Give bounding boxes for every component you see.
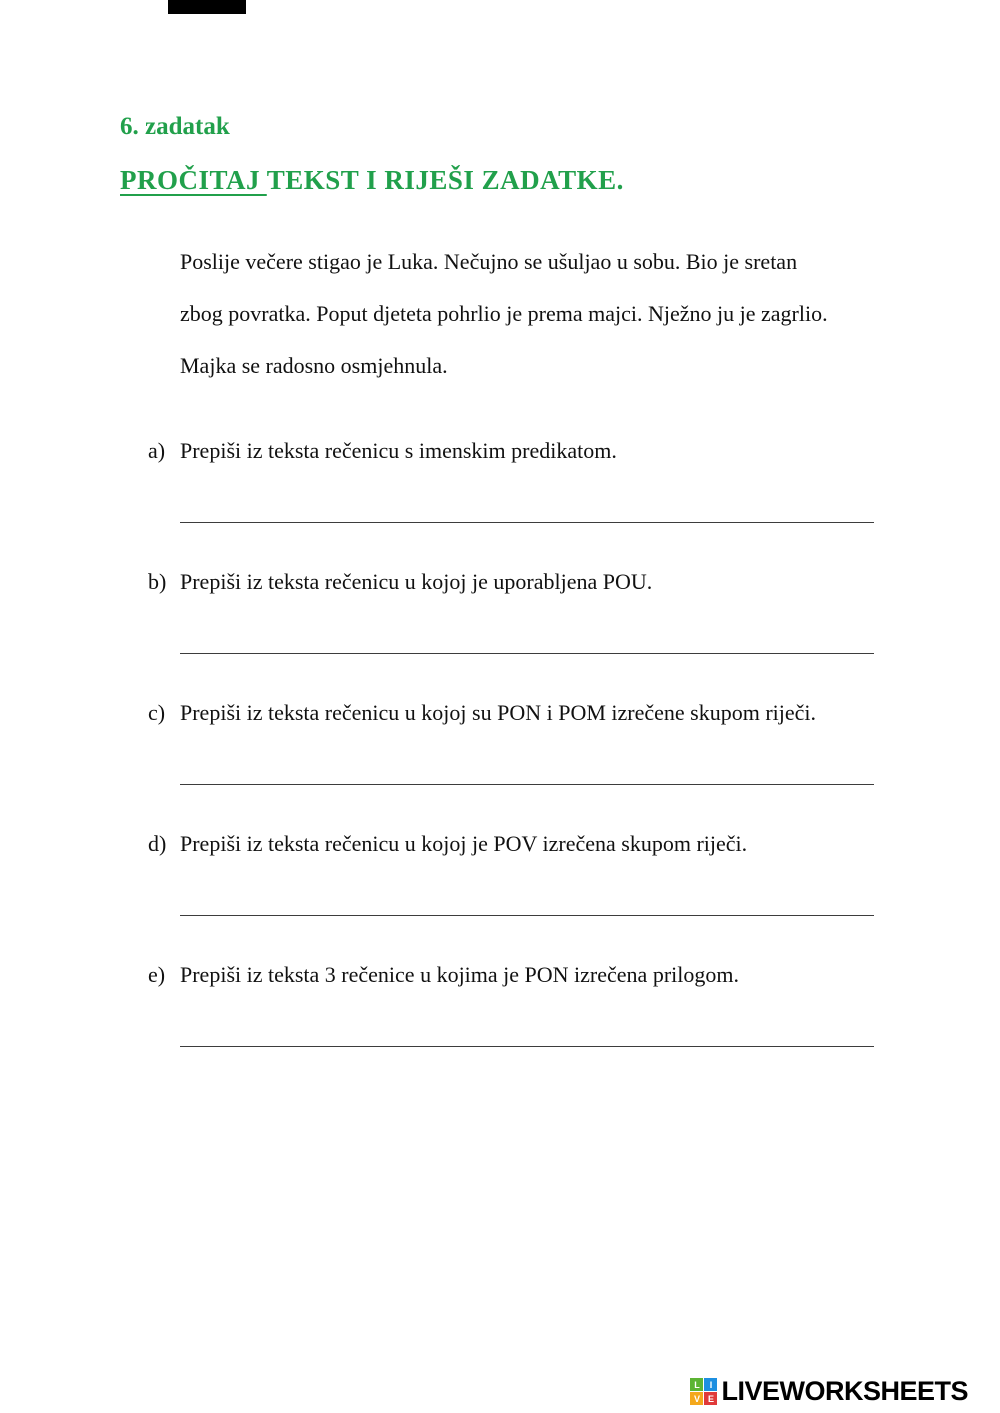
- logo-letter-i: I: [704, 1378, 717, 1391]
- passage-line: zbog povratka. Poput djeteta pohrlio je prema majci. Nježno ju je zagrlio.: [180, 301, 828, 327]
- question-label: b): [148, 569, 167, 595]
- scan-artifact-bar: [168, 0, 246, 14]
- answer-line-e[interactable]: [180, 1046, 874, 1047]
- question-e: [148, 962, 880, 988]
- question-label: a): [148, 438, 166, 464]
- question-text: Prepiši iz teksta 3 rečenice u kojima je PON izrečena prilogom.: [180, 962, 739, 988]
- passage-line: Poslije večere stigao je Luka. Nečujno se ušuljao u sobu. Bio je sretan: [180, 249, 798, 275]
- question-text: Prepiši iz teksta rečenicu u kojoj je uporabljena POU.: [180, 569, 653, 595]
- answer-line-c[interactable]: [180, 784, 874, 785]
- logo-letter-l: L: [690, 1378, 703, 1391]
- page-title: [120, 164, 880, 196]
- question-label: e): [148, 962, 166, 988]
- page-title-underlined-part: PROČITAJ: [120, 165, 267, 195]
- question-a: [148, 438, 880, 464]
- question-label: d): [148, 831, 167, 857]
- task-number-heading: 6. zadatak: [120, 113, 230, 140]
- reading-passage: [180, 236, 880, 392]
- answer-line-b[interactable]: [180, 653, 874, 654]
- question-b: [148, 569, 880, 595]
- question-text: Prepiši iz teksta rečenicu u kojoj su PON i POM izrečene skupom riječi.: [180, 700, 817, 726]
- question-c: [148, 700, 880, 726]
- liveworksheets-logo-icon: [690, 1378, 717, 1405]
- answer-line-d[interactable]: [180, 915, 874, 916]
- question-text: Prepiši iz teksta rečenicu s imenskim predikatom.: [180, 438, 617, 464]
- passage-line: Majka se radosno osmjehnula.: [180, 353, 448, 379]
- logo-letter-e: E: [704, 1392, 717, 1405]
- liveworksheets-brand-text: LIVEWORKSHEETS: [721, 1376, 968, 1406]
- answer-line-a[interactable]: [180, 522, 874, 523]
- logo-letter-v: V: [690, 1392, 703, 1405]
- question-d: [148, 831, 880, 857]
- liveworksheets-watermark[interactable]: [690, 1376, 968, 1407]
- page-title-rest-part: TEKST I RIJEŠI ZADATKE.: [266, 165, 624, 195]
- question-label: c): [148, 700, 166, 726]
- question-text: Prepiši iz teksta rečenicu u kojoj je POV izrečena skupom riječi.: [180, 831, 748, 857]
